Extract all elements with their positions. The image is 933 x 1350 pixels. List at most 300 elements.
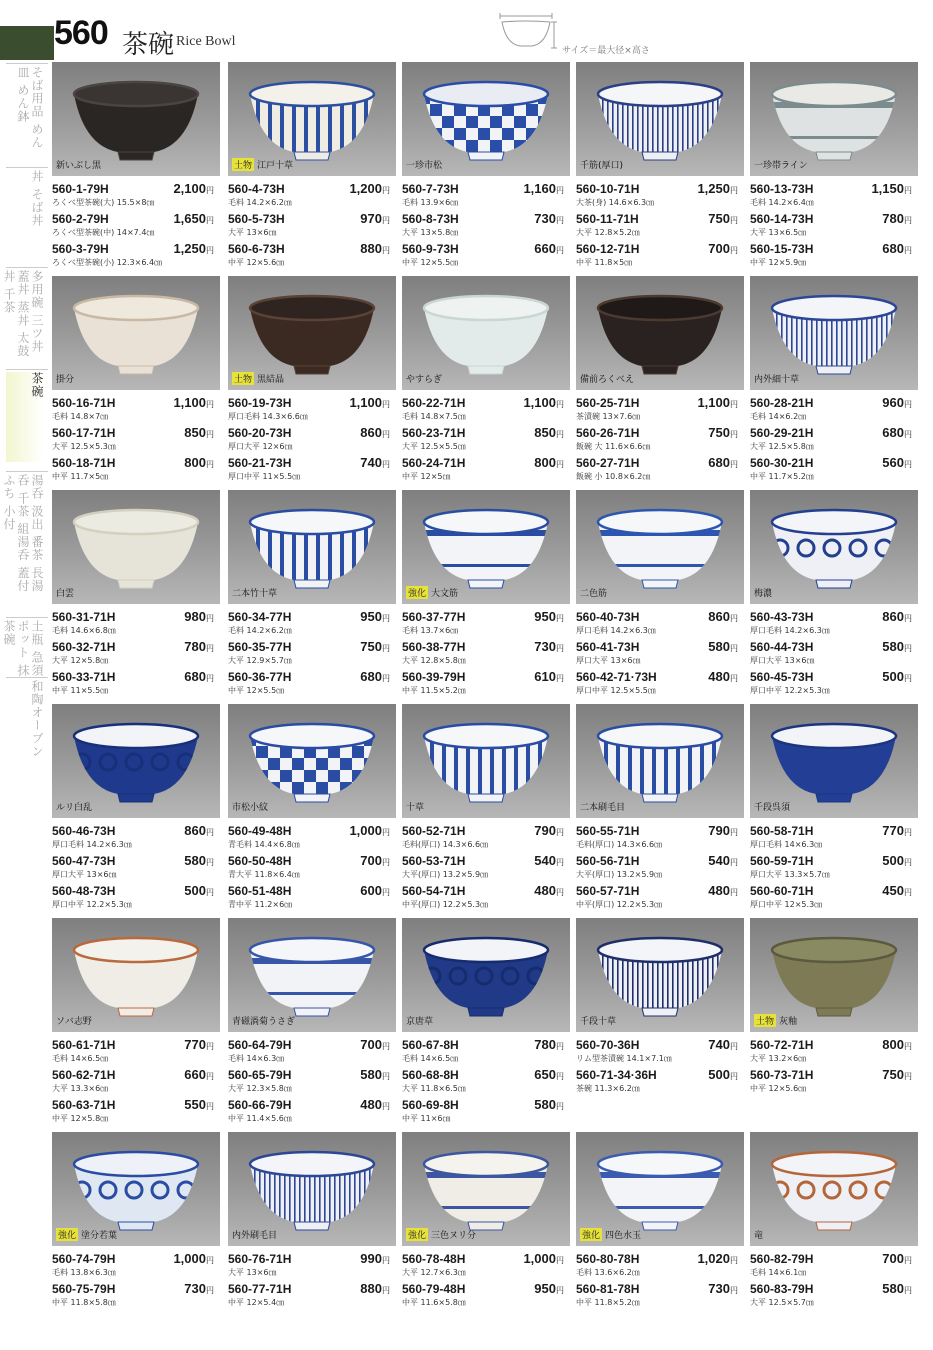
- product-item: [750, 610, 920, 640]
- item-price-value: 650: [534, 1067, 556, 1082]
- item-price-value: 1,250: [697, 181, 730, 196]
- item-price-unit: 円: [206, 858, 214, 867]
- item-price-unit: 円: [904, 1286, 912, 1295]
- item-desc: 厚口大平: [228, 442, 260, 451]
- product-card: [402, 704, 570, 914]
- product-photo: [228, 1132, 396, 1246]
- product-item: [402, 610, 572, 640]
- item-detail: [576, 411, 640, 422]
- item-code: 560-42-71·73H: [576, 670, 657, 684]
- rice-bowl-icon: [68, 1142, 204, 1236]
- item-detail: [750, 625, 830, 636]
- item-size: 14.6×6.3㎝: [608, 198, 655, 207]
- item-desc: 厚口中平: [228, 472, 260, 481]
- item-price: [708, 883, 738, 898]
- item-size: 13×5.8㎝: [420, 228, 459, 237]
- item-price-value: 1,100: [523, 395, 556, 410]
- product-name-text: 青磁渦菊うさぎ: [232, 1017, 296, 1027]
- item-code: 560-77-71H: [228, 1282, 292, 1296]
- item-price-unit: 円: [382, 828, 390, 837]
- item-desc: 厚口毛料: [576, 626, 608, 635]
- item-price-unit: 円: [730, 186, 738, 195]
- item-size: 12.5×5.3㎝: [70, 442, 116, 451]
- product-item: [750, 1068, 920, 1098]
- product-photo: [52, 1132, 220, 1246]
- item-size: 11.8×5.2㎝: [594, 1298, 640, 1307]
- item-price: [708, 639, 738, 654]
- item-desc: 厚口大平: [750, 870, 782, 879]
- item-price: [184, 455, 214, 470]
- rice-bowl-icon: [68, 72, 204, 166]
- product-item: [52, 824, 222, 854]
- sidebar-divider: [6, 471, 48, 472]
- item-code: 560-7-73H: [402, 182, 459, 196]
- sidebar-tab[interactable]: 丼 そば丼: [30, 170, 44, 227]
- product-name: [754, 586, 772, 599]
- item-price-value: 880: [360, 1281, 382, 1296]
- item-price: [708, 669, 738, 684]
- item-price-value: 730: [534, 639, 556, 654]
- item-code: 560-6-73H: [228, 242, 285, 256]
- item-price: [349, 181, 390, 196]
- item-detail: [576, 441, 650, 452]
- product-item: [576, 182, 746, 212]
- product-name-text: 大文筋: [431, 589, 459, 599]
- rice-bowl-icon: [244, 714, 380, 808]
- item-code: 560-20-73H: [228, 426, 292, 440]
- product-card: [228, 276, 396, 486]
- item-price: [523, 395, 564, 410]
- item-price-value: 860: [184, 823, 206, 838]
- item-price-unit: 円: [730, 1286, 738, 1295]
- size-note: サイズ＝最大径×高さ: [562, 46, 650, 56]
- product-item: [228, 1098, 398, 1128]
- item-price: [708, 1067, 738, 1082]
- item-price-unit: 円: [730, 858, 738, 867]
- item-size: 13.2×5.9㎝: [616, 870, 663, 879]
- item-desc: 大平: [750, 442, 766, 451]
- item-detail: [750, 1083, 806, 1094]
- item-desc: 大平: [402, 1268, 418, 1277]
- item-code: 560-80-78H: [576, 1252, 640, 1266]
- item-price-unit: 円: [382, 460, 390, 469]
- product-photo: [52, 62, 220, 176]
- item-detail: [228, 839, 300, 850]
- item-desc: 中平(厚口): [402, 900, 441, 909]
- item-detail: [52, 1267, 116, 1278]
- item-code: 560-26-71H: [576, 426, 640, 440]
- item-desc: 毛料: [402, 626, 418, 635]
- item-code: 560-47-73H: [52, 854, 116, 868]
- item-size: 14.1×7.1㎝: [626, 1054, 672, 1063]
- item-price-unit: 円: [556, 186, 564, 195]
- item-size: 11.3×6.2㎝: [594, 1084, 640, 1093]
- item-size: 12×5.6㎝: [768, 1084, 807, 1093]
- item-code: 560-60-71H: [750, 884, 814, 898]
- item-price: [882, 455, 912, 470]
- item-desc: 大平: [228, 1268, 244, 1277]
- item-detail: [228, 1267, 277, 1278]
- item-size: 11.6×5.8㎝: [420, 1298, 466, 1307]
- item-code: 560-31-71H: [52, 610, 116, 624]
- item-code: 560-76-71H: [228, 1252, 292, 1266]
- item-price: [184, 609, 214, 624]
- category-sidebar: [0, 60, 48, 1350]
- item-size: 14.2×6.3㎝: [610, 626, 656, 635]
- product-item: [52, 1282, 222, 1312]
- sidebar-divider: [6, 63, 48, 64]
- item-detail: [52, 1113, 108, 1124]
- item-detail: [228, 899, 292, 910]
- product-item: [576, 1252, 746, 1282]
- item-code: 560-11-71H: [576, 212, 639, 226]
- product-name-text: 二本竹十草: [232, 589, 278, 599]
- item-price-unit: 円: [206, 674, 214, 683]
- product-photo: [228, 490, 396, 604]
- product-photo: [402, 1132, 570, 1246]
- item-code: 560-65-79H: [228, 1068, 292, 1082]
- item-price-unit: 円: [556, 614, 564, 623]
- item-price-value: 1,000: [349, 823, 382, 838]
- item-code: 560-62-71H: [52, 1068, 116, 1082]
- item-code: 560-59-71H: [750, 854, 814, 868]
- product-item: [576, 670, 746, 700]
- item-desc: 中平: [228, 1114, 244, 1123]
- item-price-unit: 円: [206, 1072, 214, 1081]
- item-size: 13×6㎝: [610, 656, 641, 665]
- product-item: [52, 396, 222, 426]
- item-desc: 毛料: [228, 198, 244, 207]
- product-item: [576, 640, 746, 670]
- item-detail: [576, 1083, 640, 1094]
- item-desc: 大茶(身): [576, 198, 607, 207]
- rice-bowl-icon: [766, 500, 902, 594]
- item-price-unit: 円: [730, 430, 738, 439]
- item-size: 11×5.5㎝: [70, 686, 109, 695]
- item-price-value: 850: [534, 425, 556, 440]
- item-price-unit: 円: [730, 644, 738, 653]
- item-price: [349, 823, 390, 838]
- item-price: [708, 455, 738, 470]
- product-photo: [228, 918, 396, 1032]
- product-card: [52, 62, 220, 272]
- item-price-value: 580: [708, 639, 730, 654]
- item-size: 14.8×7.5㎝: [420, 412, 466, 421]
- product-item: [576, 396, 746, 426]
- item-price-value: 1,160: [523, 181, 556, 196]
- item-detail: [402, 655, 466, 666]
- item-size: 13.8×6.3㎝: [70, 1268, 116, 1277]
- rice-bowl-icon: [418, 286, 554, 380]
- item-price-value: 1,100: [173, 395, 206, 410]
- item-price: [360, 1037, 390, 1052]
- item-detail: [52, 257, 162, 268]
- item-code: 560-34-77H: [228, 610, 292, 624]
- item-desc: 大平: [402, 228, 418, 237]
- item-code: 560-81-78H: [576, 1282, 640, 1296]
- product-name: [580, 586, 607, 599]
- item-size: 13.3×6㎝: [70, 1084, 109, 1093]
- item-desc: ろくべ型茶碗(大): [52, 198, 115, 207]
- item-desc: 大平: [52, 656, 68, 665]
- item-price-value: 1,150: [871, 181, 904, 196]
- product-name-text: ルリ白乱: [56, 803, 93, 813]
- item-price-unit: 円: [206, 430, 214, 439]
- item-code: 560-4-73H: [228, 182, 285, 196]
- product-card: [576, 276, 744, 486]
- item-price: [534, 1097, 564, 1112]
- item-detail: [402, 197, 458, 208]
- item-detail: [228, 1297, 284, 1308]
- item-detail: [750, 471, 814, 482]
- product-photo: [750, 276, 918, 390]
- item-desc: 毛料: [52, 1268, 68, 1277]
- product-card: [576, 918, 744, 1128]
- item-detail: [576, 197, 654, 208]
- item-size: 14.2×6.4㎝: [768, 198, 814, 207]
- item-detail: [402, 227, 458, 238]
- sidebar-tab[interactable]: そば用品 めん皿 めん鉢: [16, 66, 44, 149]
- item-price-unit: 円: [556, 1042, 564, 1051]
- product-item: [576, 854, 746, 884]
- product-card: [576, 704, 744, 914]
- item-desc: 大平: [402, 656, 418, 665]
- item-detail: [228, 869, 300, 880]
- item-detail: [750, 411, 806, 422]
- item-price: [184, 853, 214, 868]
- item-price-value: 580: [184, 853, 206, 868]
- product-card: [402, 1132, 570, 1342]
- item-code: 560-53-71H: [402, 854, 466, 868]
- item-size: 12×5.6㎝: [246, 258, 285, 267]
- item-code: 560-25-71H: [576, 396, 640, 410]
- product-item: [576, 884, 746, 914]
- item-price: [534, 639, 564, 654]
- item-price: [360, 883, 390, 898]
- item-desc: 厚口毛料: [52, 840, 84, 849]
- product-item: [750, 640, 920, 670]
- item-price-value: 950: [534, 1281, 556, 1296]
- item-price-unit: 円: [904, 186, 912, 195]
- item-price-unit: 円: [382, 1072, 390, 1081]
- item-price: [708, 425, 738, 440]
- item-code: 560-39-79H: [402, 670, 466, 684]
- item-price: [173, 241, 214, 256]
- item-price-unit: 円: [382, 1256, 390, 1265]
- product-name-text: ソバ志野: [56, 1017, 92, 1027]
- product-name-text: 内外細十草: [754, 375, 800, 385]
- item-price-unit: 円: [556, 400, 564, 409]
- item-price-unit: 円: [904, 460, 912, 469]
- item-price-unit: 円: [206, 1102, 214, 1111]
- item-detail: [52, 899, 132, 910]
- item-price-unit: 円: [382, 1042, 390, 1051]
- item-detail: [576, 1267, 640, 1278]
- item-price-unit: 円: [556, 1072, 564, 1081]
- item-detail: [52, 1297, 116, 1308]
- item-price-unit: 円: [382, 400, 390, 409]
- product-item: [750, 854, 920, 884]
- product-photo: [402, 918, 570, 1032]
- item-price-unit: 円: [904, 888, 912, 897]
- item-desc: 青毛料: [228, 840, 252, 849]
- item-size: 12.5×5.5㎝: [420, 442, 466, 451]
- product-card: [576, 1132, 744, 1342]
- product-name: [406, 372, 442, 385]
- item-code: 560-27-71H: [576, 456, 640, 470]
- item-price: [534, 609, 564, 624]
- item-size: 14×6.5㎝: [70, 1054, 109, 1063]
- item-size: 12.2×5.3㎝: [442, 900, 489, 909]
- item-price-unit: 円: [730, 460, 738, 469]
- sidebar-tab[interactable]: 和陶オーブン: [30, 680, 44, 758]
- item-detail: [52, 197, 154, 208]
- rice-bowl-icon: [592, 928, 728, 1022]
- product-item: [402, 396, 572, 426]
- item-size: 11.8×6.4㎝: [254, 870, 300, 879]
- item-price: [360, 455, 390, 470]
- product-item: [750, 182, 920, 212]
- item-size: 12×5.8㎝: [70, 1114, 109, 1123]
- item-detail: [402, 471, 451, 482]
- item-price: [708, 1037, 738, 1052]
- item-code: 560-55-71H: [576, 824, 640, 838]
- item-price-unit: 円: [206, 888, 214, 897]
- sidebar-tab[interactable]: 多用碗 三ツ丼 蓋丼 蒸丼 太鼓丼 千茶: [2, 270, 44, 358]
- item-detail: [576, 471, 650, 482]
- material-tag: 強化: [56, 1228, 78, 1241]
- product-name: [754, 800, 790, 813]
- item-price-unit: 円: [730, 1256, 738, 1265]
- item-detail: [750, 685, 830, 696]
- product-photo: [52, 704, 220, 818]
- item-desc: 大平: [228, 656, 244, 665]
- item-price: [184, 1281, 214, 1296]
- product-item: [750, 426, 920, 456]
- product-card: [750, 62, 918, 272]
- item-desc: 中平: [750, 472, 766, 481]
- item-price-value: 750: [708, 211, 730, 226]
- item-detail: [228, 441, 293, 452]
- item-price-unit: 円: [206, 216, 214, 225]
- product-item: [228, 610, 398, 640]
- item-code: 560-10-71H: [576, 182, 640, 196]
- product-name-text: 白雲: [56, 589, 75, 599]
- rice-bowl-icon: [766, 714, 902, 808]
- item-price-unit: 円: [556, 888, 564, 897]
- product-name: [56, 1014, 92, 1027]
- material-tag: 土物: [754, 1014, 776, 1027]
- item-size: 11.7×5㎝: [70, 472, 109, 481]
- sidebar-tab[interactable]: 土瓶 急須 ポット 抹茶碗: [2, 620, 44, 677]
- product-item: [402, 1038, 572, 1068]
- item-desc: 中平: [228, 686, 244, 695]
- item-desc: 毛料: [228, 626, 244, 635]
- item-price: [523, 181, 564, 196]
- item-size: 13.7×6㎝: [420, 626, 459, 635]
- product-item: [576, 1282, 746, 1312]
- item-size: 12.5×5.7㎝: [768, 1298, 814, 1307]
- item-price-value: 550: [184, 1097, 206, 1112]
- rice-bowl-icon: [592, 714, 728, 808]
- product-name: [754, 158, 808, 171]
- product-item: [52, 456, 222, 486]
- item-price: [882, 853, 912, 868]
- item-desc: 大平: [750, 228, 766, 237]
- item-detail: [402, 441, 466, 452]
- item-price-value: 1,020: [697, 1251, 730, 1266]
- item-price-value: 540: [534, 853, 556, 868]
- item-code: 560-50-48H: [228, 854, 292, 868]
- item-price-value: 730: [184, 1281, 206, 1296]
- item-price: [534, 211, 564, 226]
- page-subtitle: Rice Bowl: [176, 34, 236, 49]
- rice-bowl-icon: [244, 928, 380, 1022]
- product-item: [402, 1282, 572, 1312]
- page-number: 560: [54, 14, 108, 52]
- item-price-value: 700: [360, 1037, 382, 1052]
- item-desc: 大平: [402, 442, 418, 451]
- item-price-unit: 円: [730, 614, 738, 623]
- item-price: [360, 1281, 390, 1296]
- item-price: [882, 1067, 912, 1082]
- page-header: [0, 0, 933, 60]
- product-item: [402, 182, 572, 212]
- item-code: 560-22-71H: [402, 396, 466, 410]
- item-price-unit: 円: [556, 674, 564, 683]
- item-price-unit: 円: [382, 186, 390, 195]
- item-price: [708, 211, 738, 226]
- product-name: [580, 372, 634, 385]
- product-item: [750, 242, 920, 272]
- item-price-value: 500: [882, 853, 904, 868]
- product-item: [228, 182, 398, 212]
- item-price-value: 730: [534, 211, 556, 226]
- item-size: 14.2×6.2㎝: [246, 198, 292, 207]
- item-price-value: 990: [360, 1251, 382, 1266]
- item-size: 11.7×5.2㎝: [768, 472, 814, 481]
- item-detail: [576, 685, 656, 696]
- item-desc: 中平: [402, 1114, 418, 1123]
- sidebar-tab[interactable]: 茶碗: [6, 372, 44, 462]
- item-detail: [228, 471, 300, 482]
- item-size: 11.2×6㎝: [254, 900, 293, 909]
- size-diagram-icon: [496, 8, 558, 52]
- item-size: 13×6㎝: [246, 1268, 277, 1277]
- product-item: [402, 1098, 572, 1128]
- item-code: 560-13-73H: [750, 182, 814, 196]
- item-desc: 大平: [750, 1054, 766, 1063]
- product-item: [576, 426, 746, 456]
- item-desc: 大平(厚口): [402, 870, 441, 879]
- item-price-unit: 円: [904, 1256, 912, 1265]
- product-photo: [576, 704, 744, 818]
- item-detail: [750, 655, 815, 666]
- item-price-unit: 円: [556, 828, 564, 837]
- product-item: [750, 1282, 920, 1312]
- item-detail: [750, 257, 806, 268]
- product-photo: [228, 704, 396, 818]
- sidebar-tab[interactable]: 湯呑 汲出 番茶 長湯呑 千茶 組湯呑 蓋付 ふち 小付: [2, 474, 44, 593]
- item-code: 560-48-73H: [52, 884, 116, 898]
- item-detail: [576, 655, 641, 666]
- item-price: [534, 455, 564, 470]
- rice-bowl-icon: [766, 286, 902, 380]
- item-price-unit: 円: [556, 1256, 564, 1265]
- item-price-value: 750: [708, 425, 730, 440]
- item-price-value: 680: [360, 669, 382, 684]
- item-code: 560-17-71H: [52, 426, 116, 440]
